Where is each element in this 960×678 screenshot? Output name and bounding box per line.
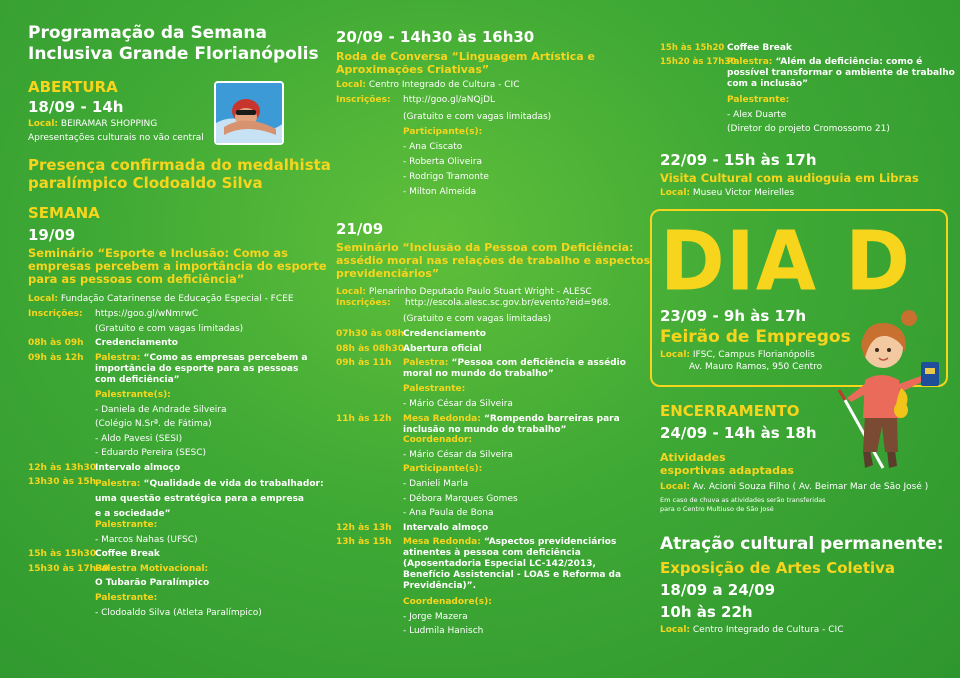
gratuito-note: (Gratuito e com vagas limitadas) [403, 314, 552, 324]
exposicao-dates: 18/09 a 24/09 [660, 581, 776, 599]
dia-d-title: DIA D [660, 214, 912, 310]
schedule-desc: Mesa Redonda: “Aspectos previdenciários atinentes à pessoa com deficiência (Aposentadoria Especial LC-142/2013, Benefício Assistencial - LOAS e Reforma da Previdência)”. [403, 537, 622, 591]
schedule-desc: Palestra Motivacional: [95, 564, 209, 574]
palestrantes-label: Palestrante(s): [95, 390, 171, 400]
schedule-desc: Mesa Redonda: “Rompendo barreiras para inclusão no mundo do trabalho” [403, 414, 620, 435]
schedule-desc: Palestra: “Como as empresas percebem a importância do esporte para as pessoas com deficiência” [95, 353, 308, 385]
page-title-line1: Programação da Semana [28, 23, 267, 43]
participant: - Rodrigo Tramonte [403, 172, 489, 182]
time-slot: 07h30 às 08h [336, 329, 405, 339]
inscricoes-label: Inscrições: [336, 95, 391, 105]
atividades-local: Local: Av. Acioni Souza Filho ( Av. Beimar Mar de São José ) [660, 482, 929, 492]
encerramento-date: 24/09 - 14h às 18h [660, 424, 817, 442]
coordinator: - Jorge Mazera [403, 612, 468, 622]
palestrante-label: Palestrante: [95, 593, 158, 603]
swimmer-photo [214, 81, 284, 145]
speaker-affiliation: (Colégio N.Srª. de Fátima) [95, 419, 212, 429]
speaker: - Marcos Nahas (UFSC) [95, 535, 198, 545]
coordenador-label: Coordenador: [403, 435, 473, 445]
palestrante-label: Palestrante: [95, 520, 158, 530]
schedule-desc: Palestra: “Pessoa com deficiência e assédio moral no mundo do trabalho” [403, 358, 626, 379]
exposicao-hours: 10h às 22h [660, 603, 753, 621]
schedule-subtitle: O Tubarão Paralímpico [95, 578, 210, 588]
time-slot: 15h20 às 17h30 [660, 57, 737, 67]
gratuito-note: (Gratuito e com vagas limitadas) [95, 324, 244, 334]
feirao-address: Av. Mauro Ramos, 950 Centro [689, 362, 823, 372]
speaker: - Daniela de Andrade Silveira [95, 405, 227, 415]
participant: - Danieli Marla [403, 479, 469, 489]
feirao-title: Feirão de Empregos [660, 327, 851, 347]
seminario-title: Seminário “Inclusão da Pessoa com Deficiência: assédio moral nas relações de trabalho e aspectos previdenciários” [336, 241, 651, 280]
time-slot: 08h às 09h [28, 338, 84, 348]
coordenadores-label: Coordenadore(s): [403, 597, 492, 607]
atracao-heading: Atração cultural permanente: [660, 534, 944, 554]
schedule-desc: Credenciamento [95, 338, 178, 348]
participant: - Ana Paula de Bona [403, 508, 494, 518]
roda-local: Local: Centro Integrado de Cultura - CIC [336, 80, 520, 90]
speaker-affiliation: (Diretor do projeto Cromossomo 21) [727, 124, 890, 134]
inscricoes-link[interactable]: http://escola.alesc.sc.gov.br/evento?eid=968. [405, 298, 612, 308]
inscricoes-label: Inscrições: [336, 298, 391, 308]
time-slot: 11h às 12h [336, 414, 392, 424]
speaker: - Clodoaldo Silva (Atleta Paralímpico) [95, 608, 262, 618]
time-slot: 09h às 12h [28, 353, 84, 363]
participantes-label: Participante(s): [403, 464, 483, 474]
visita-local: Local: Museu Victor Meirelles [660, 188, 795, 198]
time-slot: 12h às 13h30 [28, 463, 97, 473]
schedule-desc: Credenciamento [403, 329, 486, 339]
visita-title: Visita Cultural com audioguia em Libras [660, 171, 919, 185]
schedule-desc: Coffee Break [95, 549, 160, 559]
chuva-note: Em caso de chuva as atividades serão transferidas para o Centro Multiuso de São José [660, 496, 826, 513]
semana-heading: SEMANA [28, 204, 100, 222]
time-slot: 13h às 15h [336, 537, 392, 547]
speaker: - Mário César da Silveira [403, 399, 513, 409]
inscricoes-label: Inscrições: [28, 309, 83, 319]
schedule-desc: Palestra: “Além da deficiência: como é possível transformar o ambiente de trabalho com a inclusão” [727, 57, 955, 89]
semana-date: 19/09 [28, 226, 76, 244]
presenca-line2: paralímpico Clodoaldo Silva [28, 174, 263, 192]
page-title-line2: Inclusiva Grande Florianópolis [28, 44, 319, 64]
encerramento-heading: ENCERRAMENTO [660, 402, 800, 420]
inscricoes-link[interactable]: http://goo.gl/aNQjDL [403, 95, 496, 105]
speaker: - Aldo Pavesi (SESI) [95, 434, 183, 444]
abertura-heading: ABERTURA [28, 78, 118, 96]
time-slot: 12h às 13h [336, 523, 392, 533]
woman-with-cane-illustration [825, 300, 945, 470]
time-slot: 08h às 08h30 [336, 344, 405, 354]
seminario-local: Local: Fundação Catarinense de Educação Especial - FCEE [28, 294, 294, 304]
time-slot: 15h30 às 17h30 [28, 564, 109, 574]
presenca-line1: Presença confirmada do medalhista [28, 156, 331, 174]
exposicao-title: Exposição de Artes Coletiva [660, 559, 896, 577]
time-slot: 15h às 15h20 [660, 43, 725, 53]
schedule-desc: Intervalo almoço [403, 523, 489, 533]
speaker: - Eduardo Pereira (SESC) [95, 448, 207, 458]
seminario-title: Seminário “Esporte e Inclusão: Como as empresas percebem a importância do esporte para as pessoas com deficiência” [28, 246, 327, 286]
abertura-local: Local: BEIRAMAR SHOPPING [28, 119, 158, 129]
inscricoes-link[interactable]: https://goo.gl/wNmrwC [95, 309, 199, 319]
abertura-date: 18/09 - 14h [28, 98, 124, 116]
schedule-desc: Intervalo almoço [95, 463, 181, 473]
participant: - Débora Marques Gomes [403, 494, 518, 504]
time-slot: 09h às 11h [336, 358, 392, 368]
exposicao-local: Local: Centro Integrado de Cultura - CIC [660, 625, 844, 635]
event-heading: 21/09 [336, 220, 384, 238]
roda-title: Roda de Conversa “Linguagem Artística e Aproximações Criativas” [336, 50, 596, 76]
palestrante-label: Palestrante: [403, 384, 466, 394]
event-heading: 22/09 - 15h às 17h [660, 151, 817, 169]
time-slot: 15h às 15h30 [28, 549, 97, 559]
gratuito-note: (Gratuito e com vagas limitadas) [403, 112, 552, 122]
participant: - Ana Ciscato [403, 142, 463, 152]
schedule-desc: Palestra: “Qualidade de vida do trabalhador: uma questão estratégica para a empresa e a sociedade” [95, 479, 324, 519]
coordinator: - Mário César da Silveira [403, 450, 513, 460]
speaker: - Alex Duarte [727, 110, 787, 120]
event-heading: 20/09 - 14h30 às 16h30 [336, 28, 535, 46]
participant: - Roberta Oliveira [403, 157, 482, 167]
palestrante-label: Palestrante: [727, 95, 790, 105]
participant: - Milton Almeida [403, 187, 477, 197]
seminario-local: Local: Plenarinho Deputado Paulo Stuart Wright - ALESC [336, 287, 592, 297]
feirao-local: Local: IFSC, Campus Florianópolis [660, 350, 815, 360]
schedule-desc: Coffee Break [727, 43, 792, 53]
abertura-desc: Apresentações culturais no vão central [28, 133, 204, 143]
participantes-label: Participante(s): [403, 127, 483, 137]
coordinator: - Ludmila Hanisch [403, 626, 484, 636]
atividades-title: Atividades esportivas adaptadas [660, 451, 794, 477]
schedule-desc: Abertura oficial [403, 344, 482, 354]
time-slot: 13h30 às 15h [28, 477, 97, 487]
dia-d-date: 23/09 - 9h às 17h [660, 307, 807, 325]
